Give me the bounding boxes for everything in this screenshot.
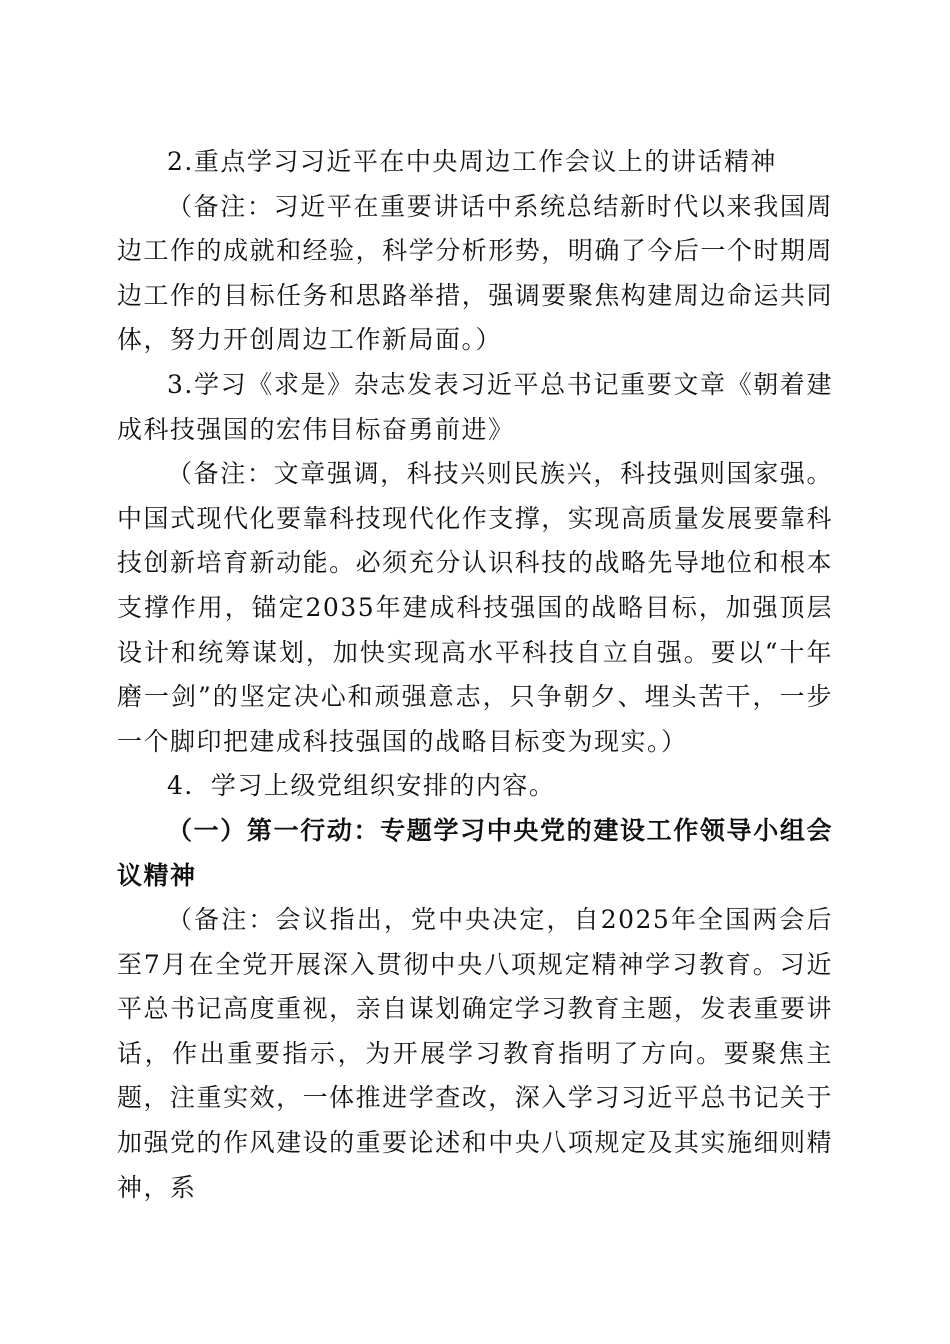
list-item-2: 2.重点学习习近平在中央周边工作会议上的讲话精神: [167, 147, 777, 176]
document-body: [117, 140, 833, 1210]
section-heading-1: （一）第一行动：专题学习中央党的建设工作领导小组会议精神: [117, 815, 833, 890]
note-paragraph-4: （备注：会议指出，党中央决定，自2025年全国两会后至7月在全党开展深入贯彻中央八项规定精神学习教育。习近平总书记高度重视，亲自谋划确定学习教育主题，发表重要讲话，作出重要指示，为开展学习教育指明了方向。要聚焦主题，注重实效，一体推进学查改，深入学习习近平总书记关于加强党的作风建设的重要论述和中央八项规定及其实施细则精神，系: [117, 905, 833, 1202]
note-paragraph-2: （备注：习近平在重要讲话中系统总结新时代以来我国周边工作的成就和经验，科学分析形势，明确了今后一个时期周边工作的目标任务和思路举措，强调要聚焦构建周边命运共同体，努力开创周边工作新局面。）: [117, 191, 833, 355]
list-item-3: 3.学习《求是》杂志发表习近平总书记重要文章《朝着建成科技强国的宏伟目标奋勇前进》: [117, 369, 833, 444]
note-paragraph-3: （备注：文章强调，科技兴则民族兴，科技强则国家强。中国式现代化要靠科技现代化作支撑，实现高质量发展要靠科技创新培育新动能。必须充分认识科技的战略先导地位和根本支撑作用，锚定2035年建成科技强国的战略目标，加强顶层设计和统筹谋划，加快实现高水平科技自立自强。要以“十年磨一剑”的坚定决心和顽强意志，只争朝夕、埋头苦干，一步一个脚印把建成科技强国的战略目标变为现实。）: [117, 459, 833, 756]
list-item-4: 4．学习上级党组织安排的内容。: [167, 771, 556, 801]
